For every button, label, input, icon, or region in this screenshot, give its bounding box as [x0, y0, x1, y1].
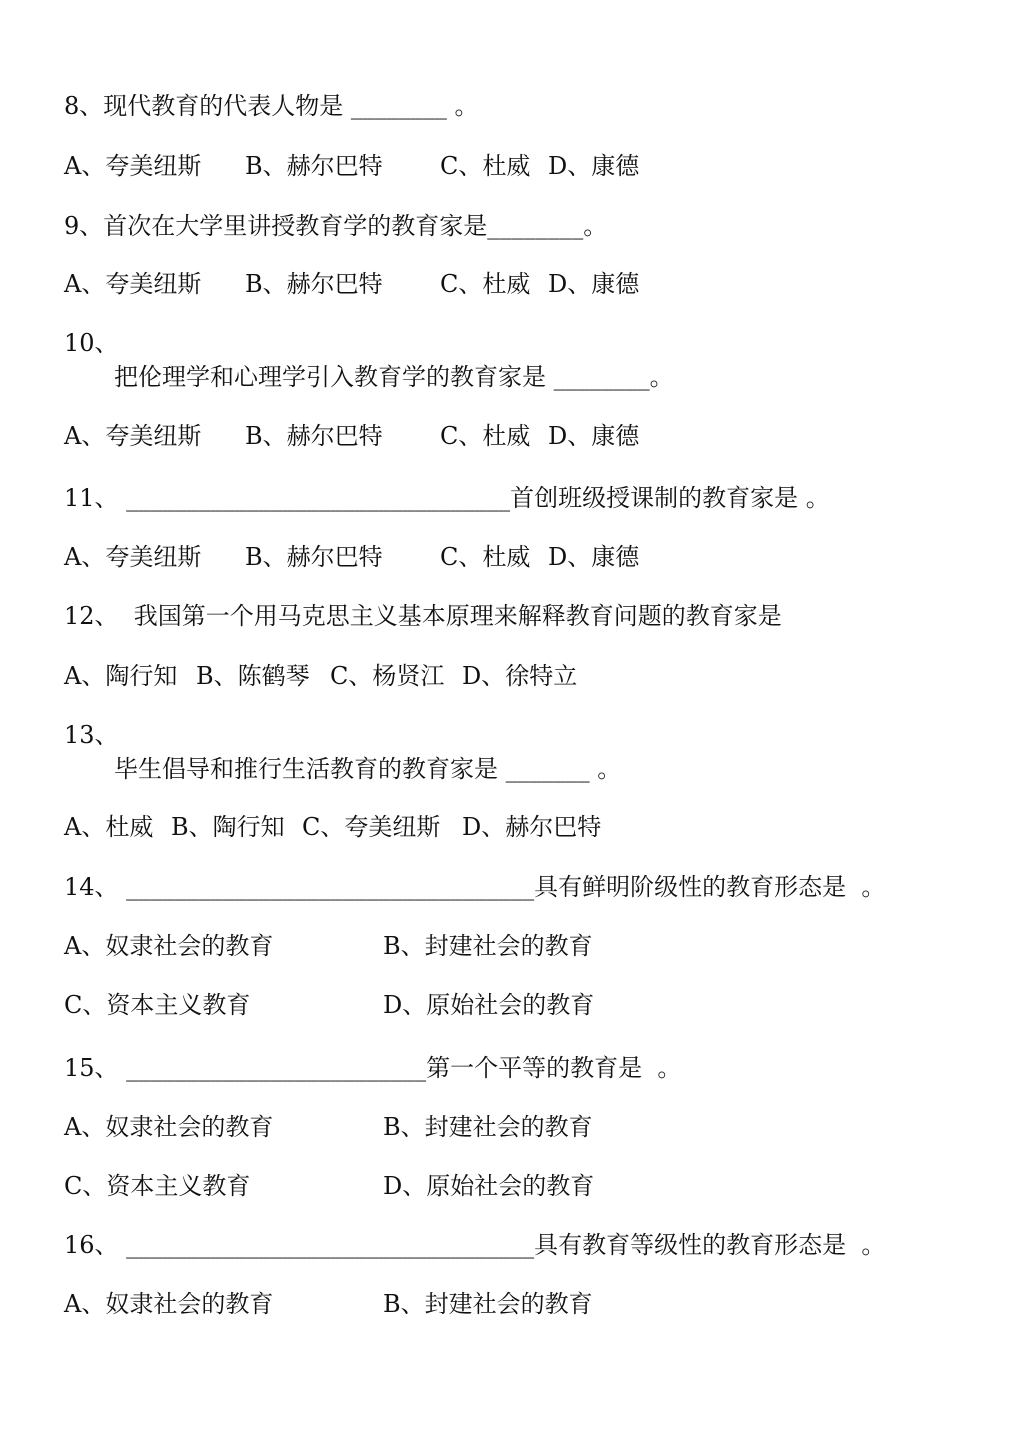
question-11-stem: 11、 ________________________________首创班级授课制的教育家是 。	[64, 484, 830, 512]
question-15-option-d: D、原始社会的教育	[383, 1172, 595, 1200]
question-8-option-b: B、赫尔巴特	[245, 152, 383, 180]
question-16-stem: 16、 __________________________________具有教育等级性的教育形态是 。	[64, 1231, 886, 1259]
question-10-option-b: B、赫尔巴特	[245, 422, 383, 450]
question-12-option-d: D、徐特立	[462, 662, 578, 690]
question-10-stem: 把伦理学和心理学引入教育学的教育家是 ________。	[114, 363, 674, 391]
question-14-option-c: C、资本主义教育	[64, 991, 251, 1019]
question-12-option-b: B、陈鹤琴	[196, 662, 310, 690]
question-8-stem: 8、现代教育的代表人物是 ________ 。	[64, 92, 479, 120]
question-11-option-b: B、赫尔巴特	[245, 543, 383, 571]
question-16-option-b: B、封建社会的教育	[383, 1290, 593, 1318]
question-15-option-b: B、封建社会的教育	[383, 1113, 593, 1141]
question-15-stem: 15、 _________________________第一个平等的教育是 。	[64, 1054, 682, 1082]
question-10-option-a: A、夸美纽斯	[64, 422, 202, 450]
question-16-option-a: A、奴隶社会的教育	[64, 1290, 274, 1318]
question-14-option-b: B、封建社会的教育	[383, 932, 593, 960]
question-14-option-d: D、原始社会的教育	[383, 991, 595, 1019]
question-12-option-a: A、陶行知	[64, 662, 178, 690]
question-13-option-a: A、杜威	[64, 813, 154, 841]
question-10-option-c: C、杜威	[440, 422, 531, 450]
question-10-option-d: D、康德	[548, 422, 640, 450]
question-15-option-c: C、资本主义教育	[64, 1172, 251, 1200]
question-8-option-d: D、康德	[548, 152, 640, 180]
question-12-stem: 12、 我国第一个用马克思主义基本原理来解释教育问题的教育家是	[64, 602, 782, 630]
question-13-stem: 毕生倡导和推行生活教育的教育家是 _______ 。	[114, 755, 622, 783]
question-13-number: 13、	[64, 721, 119, 749]
question-9-option-c: C、杜威	[440, 270, 531, 298]
question-9-option-b: B、赫尔巴特	[245, 270, 383, 298]
question-9-option-d: D、康德	[548, 270, 640, 298]
question-10-number: 10、	[64, 329, 119, 357]
question-12-option-c: C、杨贤江	[330, 662, 445, 690]
question-13-option-d: D、赫尔巴特	[462, 813, 602, 841]
question-11-option-c: C、杜威	[440, 543, 531, 571]
question-8-option-a: A、夸美纽斯	[64, 152, 202, 180]
question-15-option-a: A、奴隶社会的教育	[64, 1113, 274, 1141]
question-9-stem: 9、首次在大学里讲授教育学的教育家是________。	[64, 212, 608, 240]
question-8-option-c: C、杜威	[440, 152, 531, 180]
question-13-option-b: B、陶行知	[171, 813, 285, 841]
question-14-option-a: A、奴隶社会的教育	[64, 932, 274, 960]
question-14-stem: 14、 __________________________________具有鲜明阶级性的教育形态是 。	[64, 873, 886, 901]
question-13-option-c: C、夸美纽斯	[302, 813, 441, 841]
question-9-option-a: A、夸美纽斯	[64, 270, 202, 298]
question-11-option-d: D、康德	[548, 543, 640, 571]
question-11-option-a: A、夸美纽斯	[64, 543, 202, 571]
